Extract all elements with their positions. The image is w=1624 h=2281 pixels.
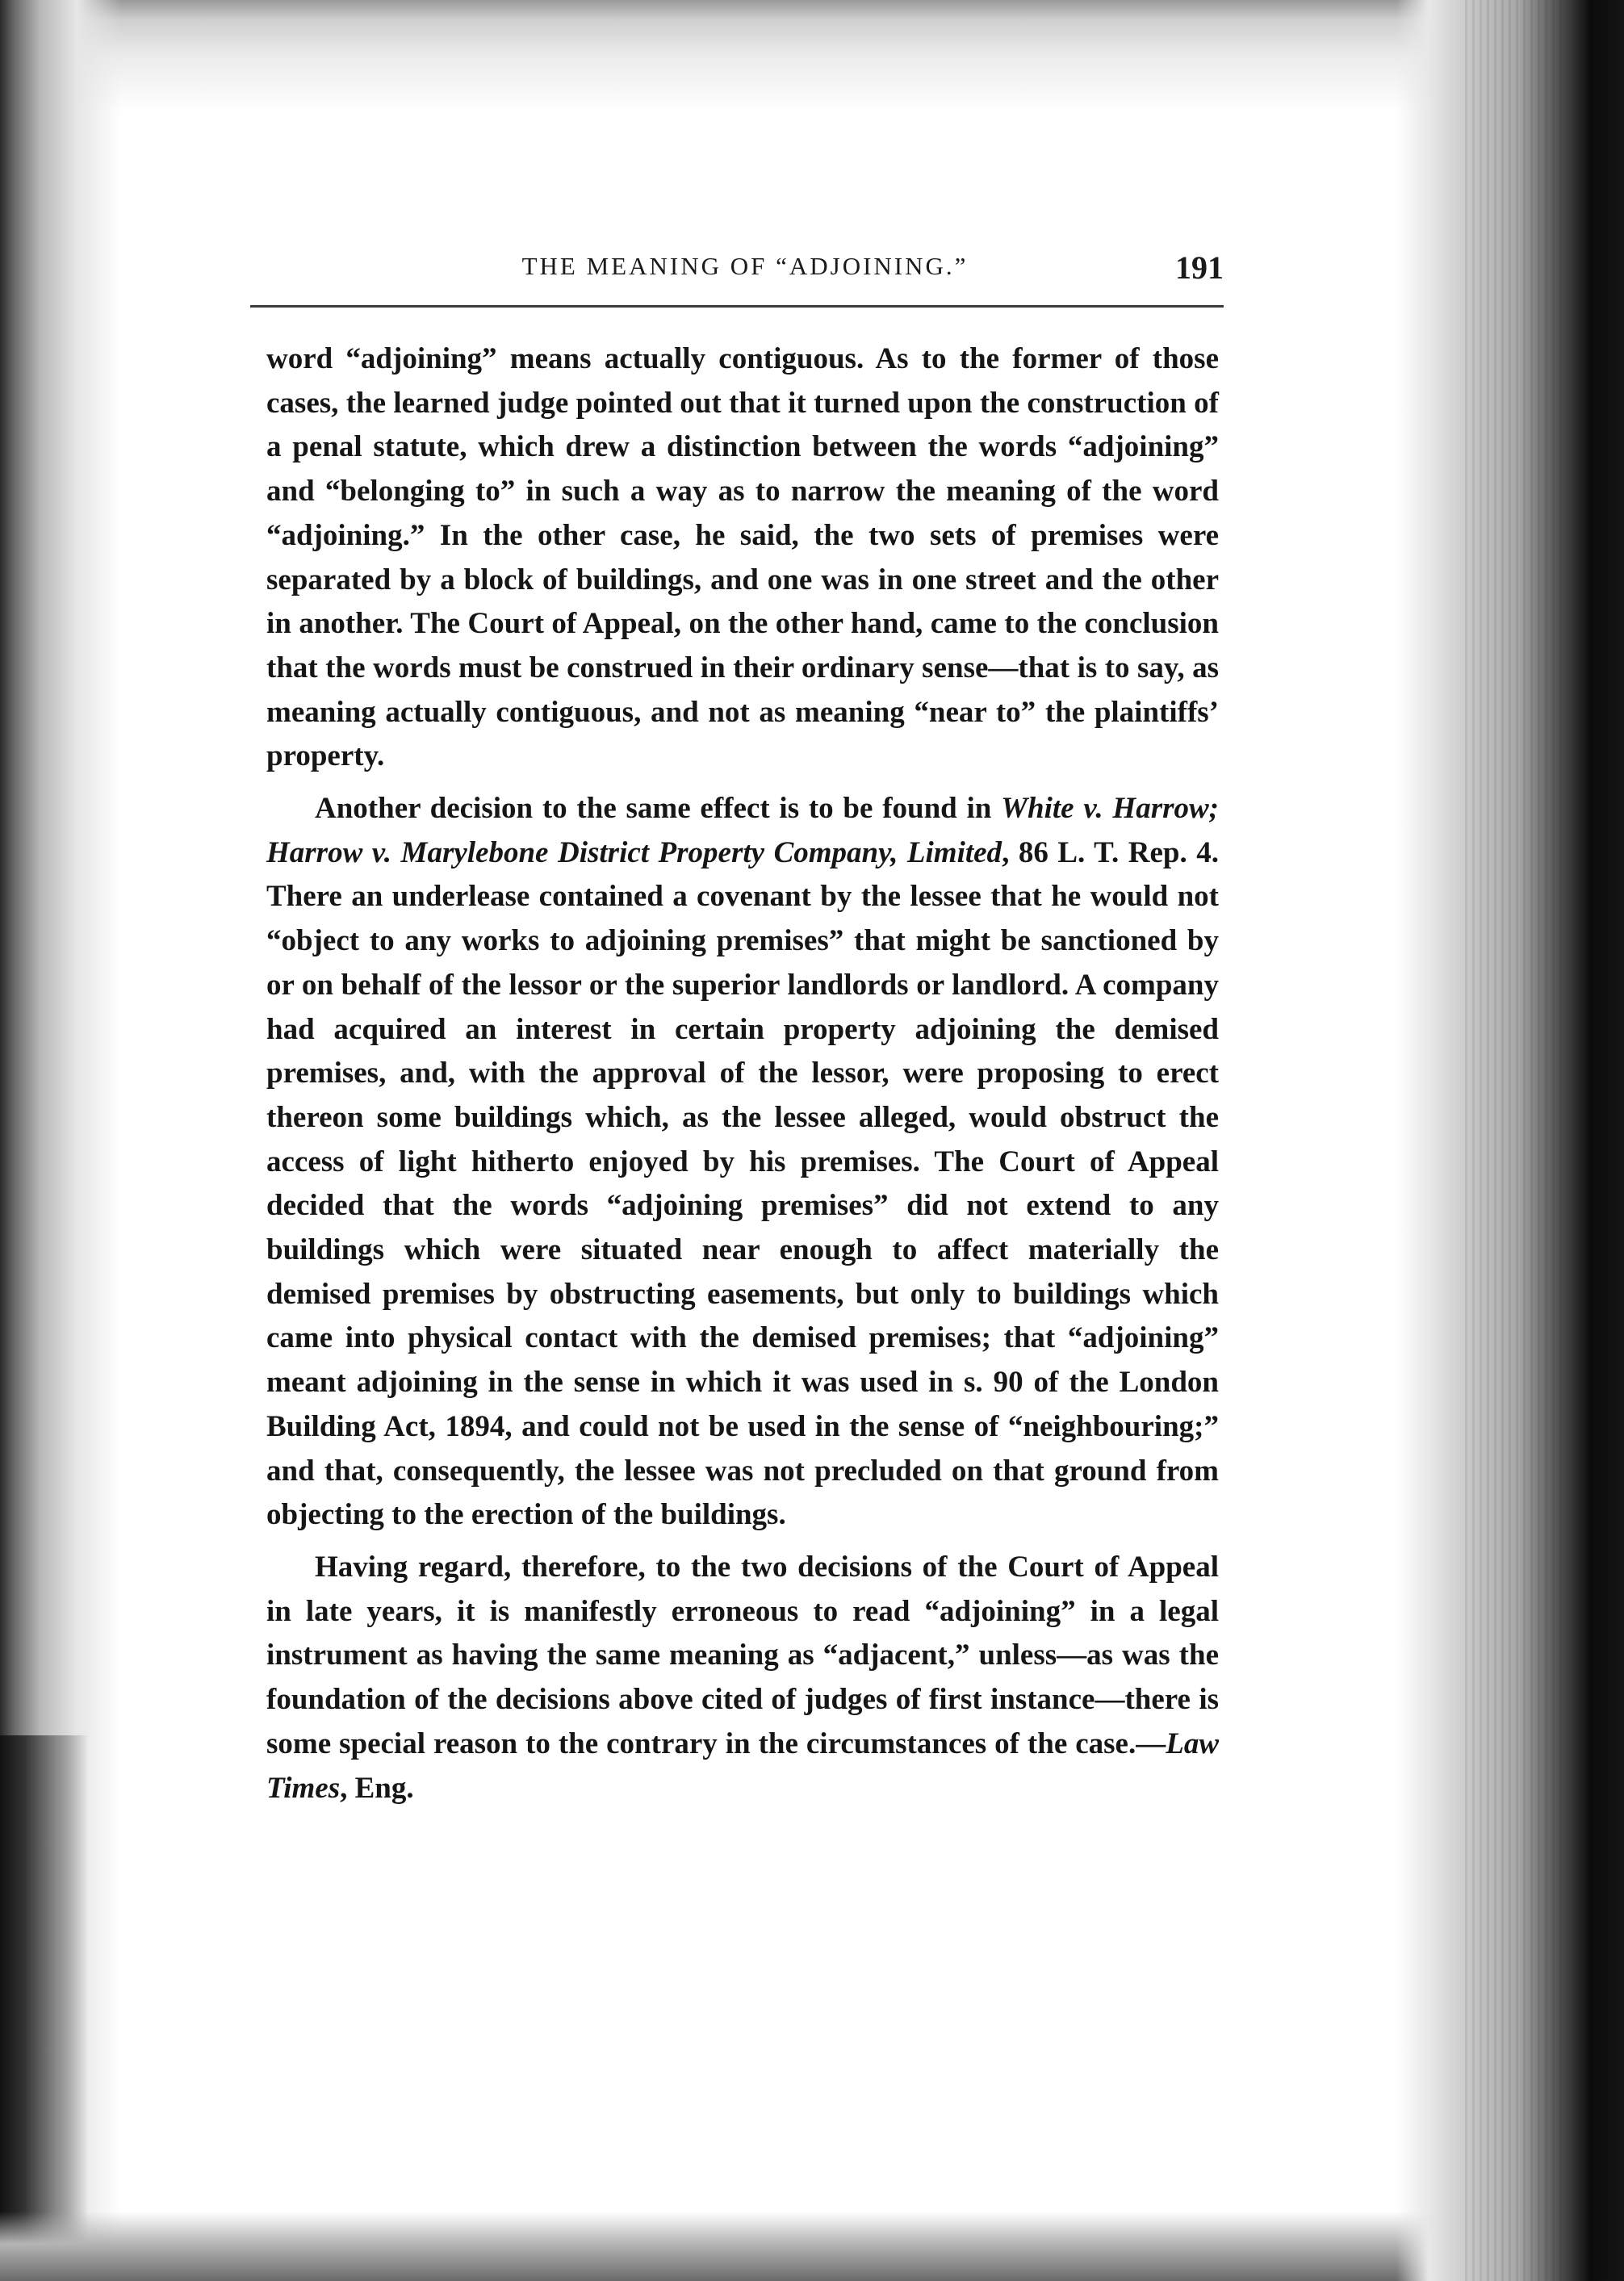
case-citation: White v. Harrow; Harrow v. Marylebone District Property Company, Limited [266,792,1219,869]
paragraph-3 [266,1546,1219,1810]
header-rule [250,305,1224,308]
paragraph-2-rest: , 86 L. T. Rep. 4. There an underlease contained a covenant by the lessee that he would not “object to any works to adjoining premises” that might be sanctioned by or on behalf of the lessor or the superior landlords or landlord. A company had acquired an interest in certain property adjoining the demised premises, and, with the approval of the lessor, were proposing to erect thereon some buildings which, as the lessee alleged, would obstruct the access of light hitherto enjoyed by his premises. The Court of Appeal decided that the words “adjoining premises” did not extend to any buildings which were situated near enough to affect materially the demised premises by obstructing easements, but only to buildings which came into physical contact with the demised premises; that “adjoining” meant adjoining in the sense in which it was used in s. 90 of the London Building Act, 1894, and could not be used in the sense of “neighbouring;” and that, consequently, the lessee was not precluded on that ground from objecting to the erection of the buildings. [266,835,1219,1532]
scan-bottom-shadow [0,2212,1624,2281]
source-citation: Law Times [266,1726,1219,1805]
scan-left-bottom-shadow [0,1735,89,2281]
source-suffix: , Eng. [340,1771,414,1805]
running-head [266,249,1224,297]
paragraph-1: word “adjoining” means actually contiguous. As to the former of those cases, the learned judge pointed out that it turned upon the construction of a penal statute, which drew a distinction between the words “adjoining” and “belonging to” in such a way as to narrow the meaning of the word “adjoining.” In the other case, he said, the two sets of premises were separated by a block of buildings, and one was in one street and the other in another. The Court of Appeal, on the other hand, came to the conclusion that the words must be construed in their ordinary sense—that is to say, as meaning actually contiguous, and not as meaning “near to” the plaintiffs’ property. [266,342,1219,773]
scan-right-page-stack [1465,0,1562,2281]
running-head-title: THE MEANING OF “ADJOINING.” [521,252,969,280]
body-text [266,337,1219,1810]
scan-top-shadow [0,0,1453,113]
paragraph-3-text: Having regard, therefore, to the two decisions of the Court of Appeal in late years, it is manifestly erroneous to read “adjoining” in a legal instrument as having the same meaning as “adjacent,” unless—as was the foundation of the decisions above cited of judges of first instance—there is some special reason to the contrary in the circumstances of the case.— [266,1550,1219,1760]
page-number: 191 [1175,249,1224,286]
paragraph-2-lead: Another decision to the same effect is to be found in [315,792,992,826]
paragraph-2 [266,787,1219,1538]
